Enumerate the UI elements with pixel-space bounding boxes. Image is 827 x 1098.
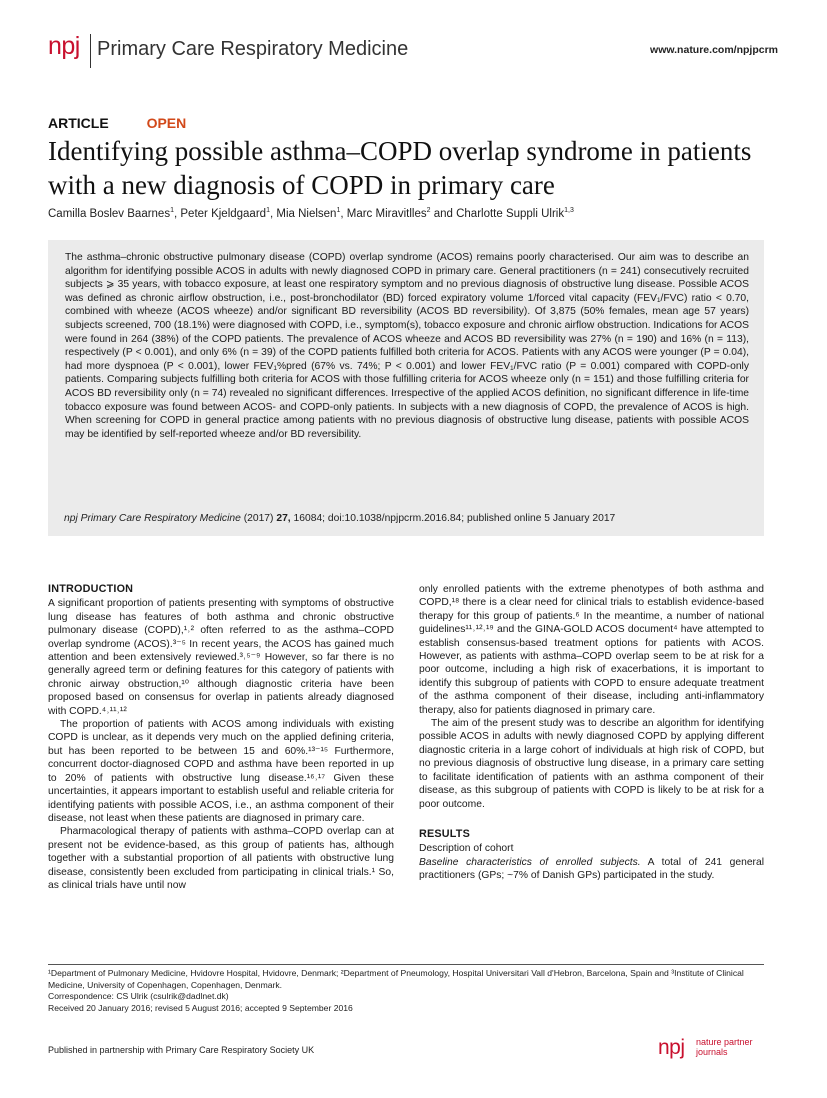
right-column [419, 583, 764, 883]
footnotes [48, 968, 764, 1014]
results-subheading: Description of cohort [419, 843, 514, 855]
journal-url-link[interactable]: www.nature.com/npjpcrm [650, 44, 778, 56]
journal-header [48, 30, 778, 70]
npj-logo: npj [48, 32, 80, 60]
author-affiliation: 1 [170, 207, 174, 215]
article-type: ARTICLE [48, 115, 109, 131]
introduction-heading: INTRODUCTION [48, 583, 134, 595]
footnote-divider [48, 964, 764, 965]
results-section [419, 828, 764, 883]
author-list: Camilla Boslev Baarnes$^1$, Peter Kjeldgaard$^1$, Mia Nielsen$^1$, Marc Miravitlles$^2$ and Charlotte Suppli Ulrik$^{1,3}$ [48, 207, 574, 220]
citation-journal: npj Primary Care Respiratory Medicine [64, 513, 241, 524]
nature-partner-journals-logo [658, 1036, 766, 1060]
journal-name: Primary Care Respiratory Medicine [97, 38, 409, 60]
results-paragraph [419, 856, 764, 883]
author-name[interactable]: Marc Miravitlles [346, 208, 427, 220]
partner-line-2: journals [696, 1047, 728, 1057]
abstract-box [48, 240, 764, 536]
npj-partner-mark: npj [658, 1036, 685, 1059]
results-heading: RESULTS [419, 827, 470, 840]
received-dates: Received 20 January 2016; revised 5 August 2016; accepted 9 September 2016 [48, 1002, 353, 1013]
citation-line [64, 513, 615, 524]
article-title: Identifying possible asthma–COPD overlap syndrome in patients with a new diagnosis of COPD in primary care [48, 136, 752, 200]
intro-paragraph-4: only enrolled patients with the extreme phenotypes of both asthma and COPD,¹⁸ there is a clear need for clinical trials to establish evidence-based therapy for this group of patients.⁶ In the meantime, a number of national guidelines¹¹˒¹²˒¹⁹ and the GINA-GOLD ACOS document⁴ have attempted to establish consensus-based treatment options for patients with ACOS. However, as patients with asthma–COPD overlap seem to be at risk for a poor outcome, including a high risk of exacerbations, it is important to identify this subgroup of patients with COPD to ensure adequate treatment of the asthma component of their disease, including anti-inflammatory therapy, also for patients diagnosed in primary care. [419, 584, 764, 716]
open-access-badge: OPEN [146, 115, 187, 131]
results-run-in-heading: Baseline characteristics of enrolled subjects. [419, 856, 641, 868]
abstract-text: The asthma–chronic obstructive pulmonary disease (COPD) overlap syndrome (ACOS) remains poorly characterised. Our aim was to describe an algorithm for identifying possible ACOS in adults with newly diagnosed COPD in primary care. General practitioners (n = 241) consecutively recruited subjects ⩾ 35 years, with tobacco exposure, at least one respiratory symptom and no previous diagnosis of obstructive lung disease. Possible ACOS was defined as chronic airflow obstruction, i.e., post-bronchodilator (BD) forced expiratory volume 1/forced vital capacity (FEV₁/FVC) ratio < 0.70, combined with wheeze (ACOS wheeze) and/or significant BD reversibility (ACOS BD reversibility). Of 3,875 (50% females, mean age 57 years) subjects screened, 700 (18.1%) were diagnosed with COPD, i.e., symptom(s), tobacco exposure and chronic airflow obstruction. Indications for ACOS were found in 264 (38%) of the COPD patients. The prevalence of ACOS wheeze and ACOS BD reversibility was 27% (n = 190) and 16% (n = 113), respectively (P < 0.001), and only 6% (n = 39) of the COPD patients fulfilled both criteria for ACOS. Patients with any ACOS were younger (P = 0.04), had more dyspnoea (P < 0.001), lower FEV₁%pred (67% vs. 74%; P < 0.001) and lower FEV₁/FVC ratio (P = 0.001) compared with COPD-only patients. Comparing subjects fulfilling both criteria for ACOS with those fulfilling criteria for ACOS wheeze only (n = 151) and those fulfilling criteria for ACOS BD reversibility only (n = 74) revealed no significant differences. Irrespective of the applied ACOS definition, no significant difference in life-time tobacco exposure was found between ACOS- and COPD-only patients. In subjects with a new diagnosis of COPD, the prevalence of ACOS is high. When screening for COPD in general practice among patients with no previous diagnosis of obstructive lung disease, patients with possible ACOS may be identified by self-reported wheeze and/or BD reversibility. [65, 252, 749, 440]
publisher-partnership: Published in partnership with Primary Care Respiratory Society UK [48, 1045, 315, 1055]
citation-year: (2017) [243, 513, 274, 524]
author-name[interactable]: Mia Nielsen [276, 208, 337, 220]
npj-partner-text [696, 1037, 753, 1057]
author-name[interactable]: Peter Kjeldgaard [180, 208, 267, 220]
author-name[interactable]: Camilla Boslev Baarnes [48, 208, 171, 220]
intro-paragraph-1: A significant proportion of patients presenting with symptoms of obstructive lung disease has features of both asthma and chronic obstructive pulmonary disease (COPD),¹˒² often referred to as the asthma–COPD overlap syndrome (ACOS).³⁻⁵ In recent years, the ACOS has gained much attention and been extensively reviewed.³˒⁵⁻⁹ However, so far there is no generally agreed term or defining features for this category of patients with chronic airway obstruction,¹⁰ although diagnostic criteria have been proposed based on consensus for overlap in patients already diagnosed with COPD.⁴˒¹¹˒¹² [48, 598, 394, 717]
author-affiliation: 2 [426, 207, 431, 215]
article-type-line [48, 115, 186, 131]
partner-line-1: nature partner [696, 1037, 753, 1047]
correspondence-footnote[interactable]: Correspondence: CS Ulrik (csulrik@dadlnet.dk) [48, 991, 229, 1002]
citation-volume: 27, [276, 513, 291, 524]
results-text: A total of 241 general practitioners (GPs; ~7% of Danish GPs) participated in the study. [419, 856, 764, 882]
intro-paragraph-5: The aim of the present study was to describe an algorithm for identifying possible ACOS in adults with newly diagnosed COPD by applying different diagnostic criteria in a large cohort of individuals at high risk of COPD, but no previous diagnosis of obstructive lung disease, in a primary care setting to facilitate identification of patients with an asthma component of their disease, as this subgroup of patients with COPD is likely to be at risk for a poor outcome. [419, 718, 764, 810]
author-name[interactable]: Charlotte Suppli Ulrik [456, 208, 565, 220]
intro-paragraph-3: Pharmacological therapy of patients with asthma–COPD overlap can at present not be evidence-based, as this group of patients has, although together with a substantial proportion of all patients with obstructive lung disease, consistently been excluded from participating in clinical trials.¹ So, as clinical trials have until now [48, 826, 394, 891]
intro-paragraph-2: The proportion of patients with ACOS among individuals with existing COPD is unclear, as it depends very much on the applied defining criteria, but has been reported to be between 15 and 60%.¹³⁻¹⁵ Furthermore, concurrent doctor-diagnosed COPD and asthma have been reported in up to 20% of patients with obstructive lung disease.¹⁶˒¹⁷ Given these uncertainties, it appears important to establish useful and reliable criteria for identifying patients with possible ACOS, i.e., an asthma component of their disease, not least when these patients are diagnosed in primary care. [48, 719, 394, 824]
left-column [48, 583, 394, 892]
affiliations-footnote: ¹Department of Pulmonary Medicine, Hvidovre Hospital, Hvidovre, Denmark; ²Department of Pneumology, Hospital Universitari Vall d'Hebron, Barcelona, Spain and ³Institute of Clinical Medicine, University of Copenhagen, Copenhagen, Denmark. [48, 968, 744, 990]
citation-doi[interactable]: 16084; doi:10.1038/npjpcrm.2016.84; published online 5 January 2017 [293, 513, 616, 524]
logo-divider [90, 34, 91, 68]
author-affiliation: 1,3 [564, 207, 574, 215]
author-affiliation: 1 [266, 207, 270, 215]
author-affiliation: 1 [336, 207, 341, 215]
